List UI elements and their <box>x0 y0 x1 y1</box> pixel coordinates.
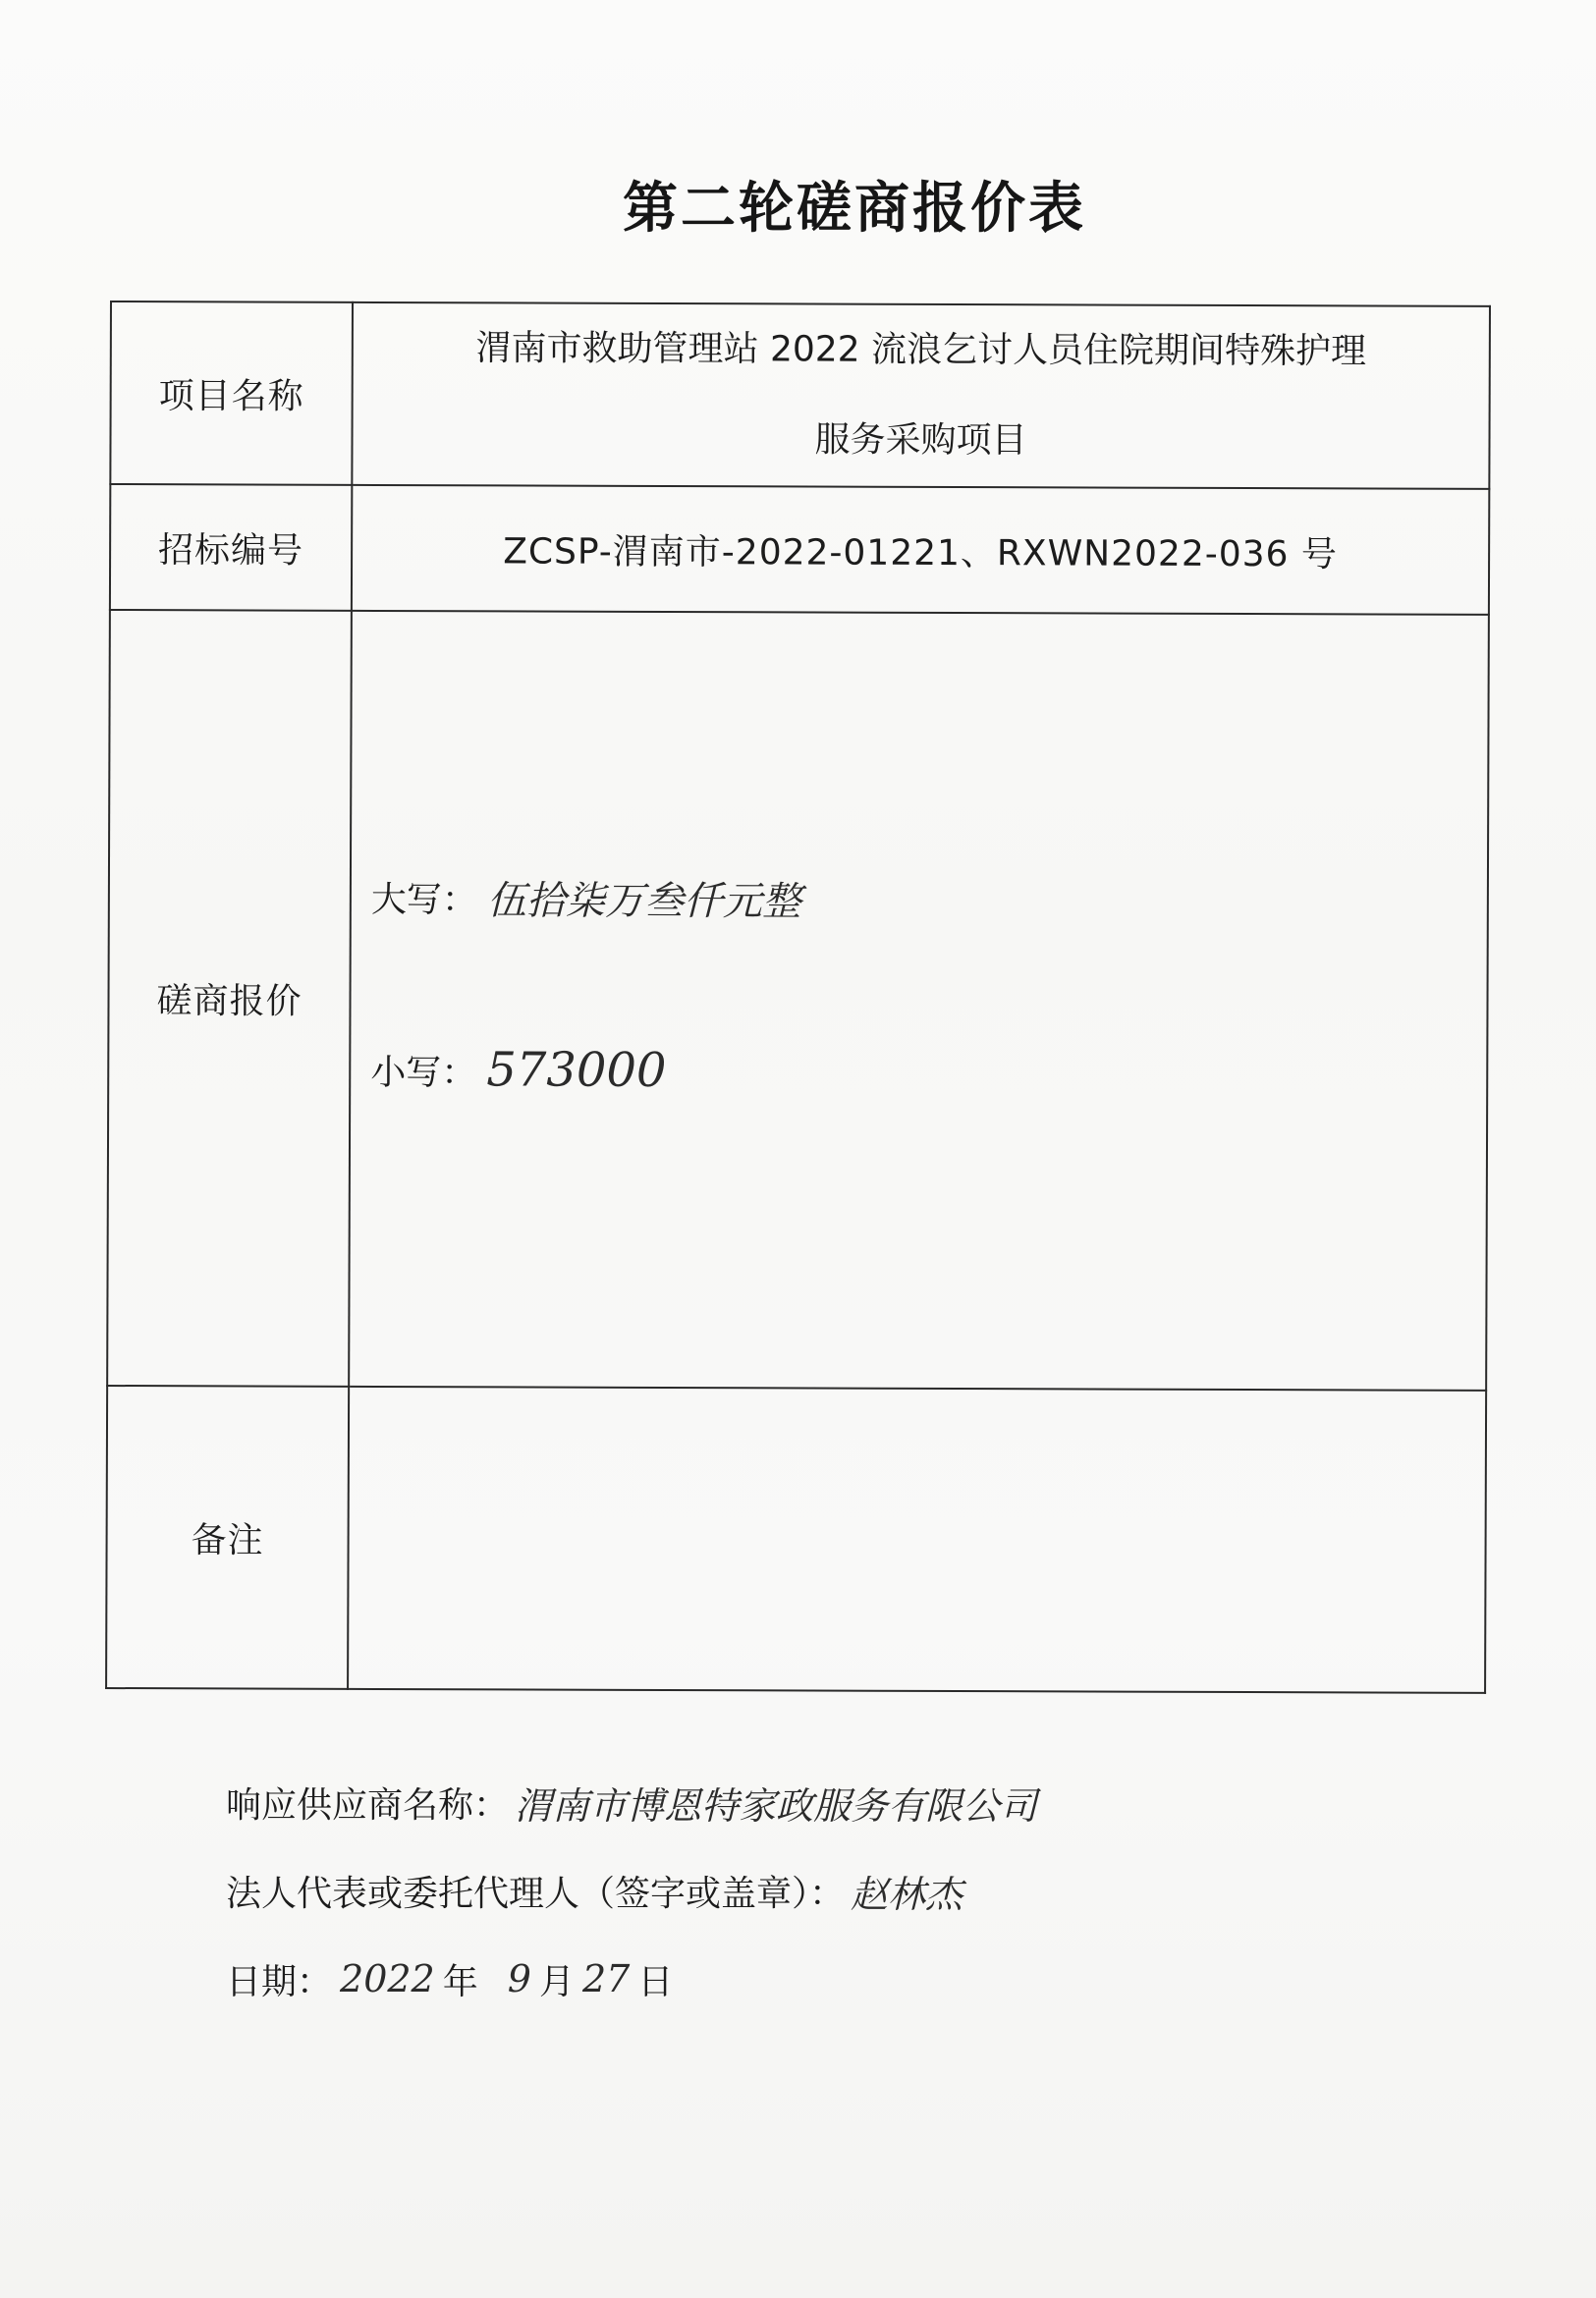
signature-area <box>226 1758 1503 2023</box>
table-row-remark <box>106 1386 1486 1693</box>
quote-label: 磋商报价 <box>107 610 352 1387</box>
uppercase-amount-label: 大写： <box>370 879 477 921</box>
date-year-char: 年 <box>442 1961 478 2002</box>
quote-price-box <box>350 612 1488 1390</box>
date-line <box>226 1935 1503 2023</box>
date-day-handwritten: 27 <box>581 1957 631 2000</box>
legal-rep-signature: 赵林杰 <box>851 1872 963 1916</box>
bid-number-value: ZCSP-渭南市-2022-01221、RXWN2022-036 号 <box>352 485 1489 615</box>
legal-rep-label: 法人代表或委托代理人（签字或盖章）： <box>226 1873 846 1914</box>
table-row-quote <box>107 610 1489 1391</box>
date-year-handwritten: 2022 <box>340 1957 435 2000</box>
date-day-char: 日 <box>637 1961 674 2002</box>
page-title: 第二轮磋商报价表 <box>623 177 1086 241</box>
project-name-label: 项目名称 <box>110 301 353 485</box>
date-label: 日期： <box>226 1961 333 2002</box>
uppercase-amount-row <box>371 869 801 927</box>
supplier-handwritten-name: 渭南市博恩特家政服务有限公司 <box>515 1783 1038 1828</box>
remark-label: 备注 <box>106 1386 349 1689</box>
table-row-bid-number <box>110 484 1489 615</box>
remark-value <box>348 1387 1486 1693</box>
quote-table <box>105 301 1491 1694</box>
bid-number-label: 招标编号 <box>110 484 352 611</box>
project-name-value <box>352 302 1490 489</box>
project-name-line-1: 渭南市救助管理站 2022 流浪乞讨人员住院期间特殊护理 <box>475 328 1367 372</box>
supplier-line <box>226 1758 1503 1846</box>
project-name-line-2: 服务采购项目 <box>814 419 1027 462</box>
date-month-handwritten: 9 <box>507 1957 531 2000</box>
lowercase-amount-handwritten: 573000 <box>486 1042 667 1098</box>
lowercase-amount-label: 小写： <box>370 1052 477 1093</box>
supplier-label: 响应供应商名称： <box>226 1784 510 1826</box>
date-month-char: 月 <box>538 1961 575 2002</box>
quote-value-cell <box>349 611 1489 1391</box>
legal-rep-line <box>226 1846 1503 1935</box>
lowercase-amount-row <box>370 1042 666 1098</box>
uppercase-amount-handwritten: 伍拾柒万叁仟元整 <box>486 878 801 925</box>
table-row-project-name <box>110 301 1490 489</box>
